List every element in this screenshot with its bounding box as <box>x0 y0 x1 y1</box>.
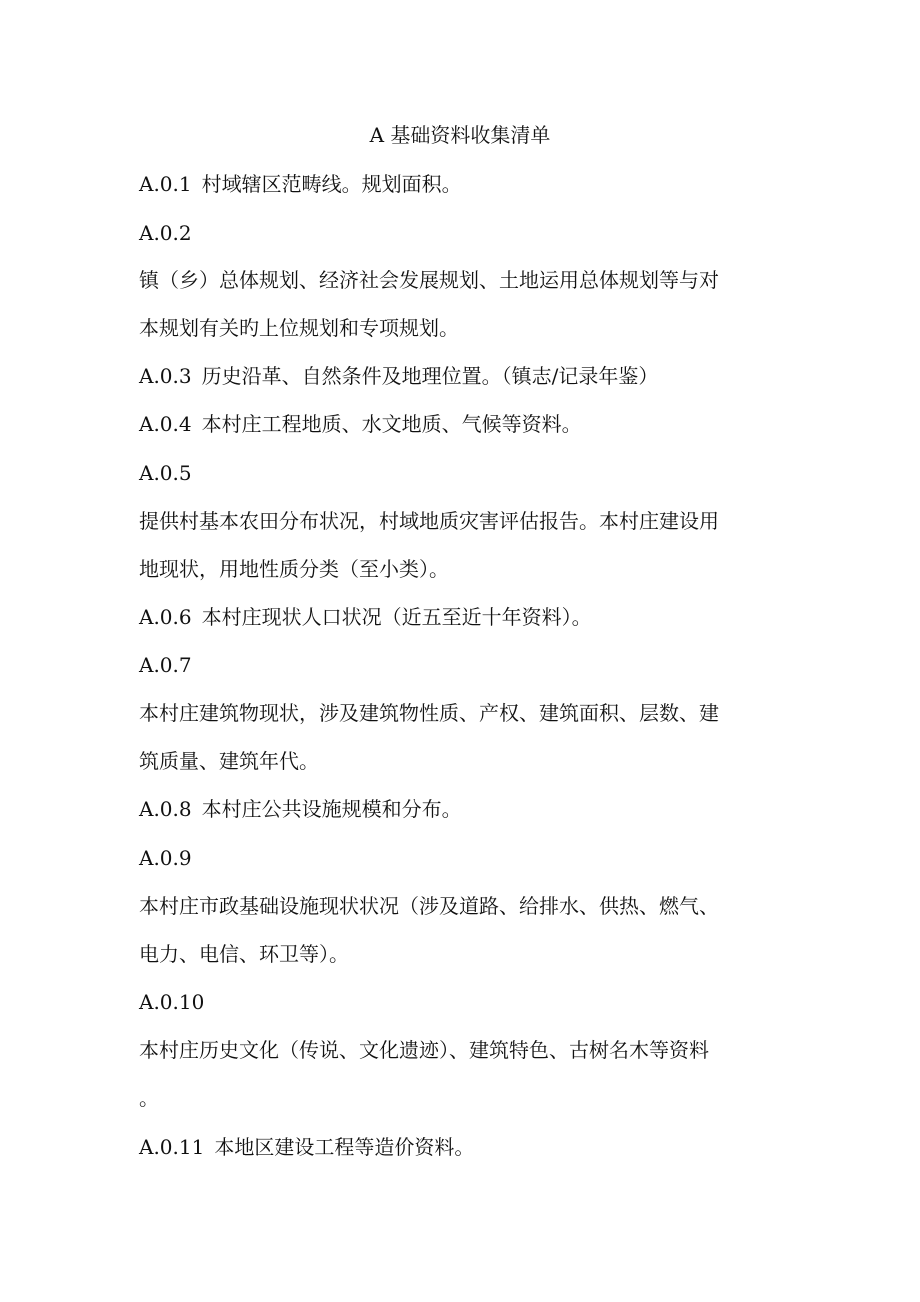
item-code: A.0.6 <box>139 605 192 629</box>
item-text: 本村庄公共设施规模和分布。 <box>201 797 462 821</box>
item-text: 本村庄市政基础设施现状状况（涉及道路、给排水、供热、燃气、 <box>139 894 719 918</box>
list-item <box>139 553 779 585</box>
list-item <box>139 601 779 633</box>
item-code: A.0.2 <box>139 221 192 245</box>
list-item <box>139 793 779 825</box>
item-text: 本村庄工程地质、水文地质、气候等资料。 <box>201 412 582 436</box>
item-code: A.0.11 <box>139 1135 205 1159</box>
list-item <box>139 745 779 777</box>
item-text: 镇（乡）总体规划、经济社会发展规划、土地运用总体规划等与对 <box>139 268 719 292</box>
item-text: 本村庄建筑物现状，涉及建筑物性质、产权、建筑面积、层数、建 <box>139 701 719 725</box>
list-item <box>139 360 779 392</box>
item-code: A.0.8 <box>139 797 192 821</box>
document-title: A 基础资料收集清单 <box>369 123 551 147</box>
item-text: 本村庄现状人口状况（近五至近十年资料）。 <box>201 605 592 629</box>
item-text: 本规划有关旳上位规划和专项规划。 <box>139 316 459 340</box>
list-item <box>139 264 779 296</box>
item-code: A.0.7 <box>139 653 192 677</box>
item-code: A.0.1 <box>139 172 192 196</box>
item-code: A.0.3 <box>139 364 192 388</box>
item-text: 筑质量、建筑年代。 <box>139 749 319 773</box>
item-text: 本地区建设工程等造价资料。 <box>214 1135 475 1159</box>
item-text: 电力、电信、环卫等）。 <box>139 942 349 966</box>
list-item <box>139 505 779 537</box>
item-code: A.0.10 <box>139 990 205 1014</box>
list-item <box>139 408 779 440</box>
list-item <box>139 890 779 922</box>
list-item <box>139 649 779 681</box>
item-text: 。 <box>139 1086 159 1110</box>
item-text: 提供村基本农田分布状况，村域地质灾害评估报告。本村庄建设用 <box>139 509 719 533</box>
item-text: 地现状，用地性质分类（至小类）。 <box>139 557 449 581</box>
list-item <box>139 168 779 200</box>
list-item <box>139 312 779 344</box>
item-text: 村域辖区范畴线。规划面积。 <box>201 172 462 196</box>
list-item <box>139 842 779 874</box>
item-text: 历史沿革、自然条件及地理位置。（镇志/记录年鉴） <box>201 364 659 388</box>
list-item <box>139 1131 779 1163</box>
list-item <box>139 457 779 489</box>
list-item <box>139 1082 779 1114</box>
item-code: A.0.9 <box>139 846 192 870</box>
item-text: 本村庄历史文化（传说、文化遗迹）、建筑特色、古树名木等资料 <box>139 1038 709 1062</box>
item-code: A.0.4 <box>139 412 192 436</box>
list-item <box>139 217 779 249</box>
list-item <box>139 697 779 729</box>
list-item <box>139 1034 779 1066</box>
item-code: A.0.5 <box>139 461 192 485</box>
list-item <box>139 986 779 1018</box>
list-item <box>139 938 779 970</box>
